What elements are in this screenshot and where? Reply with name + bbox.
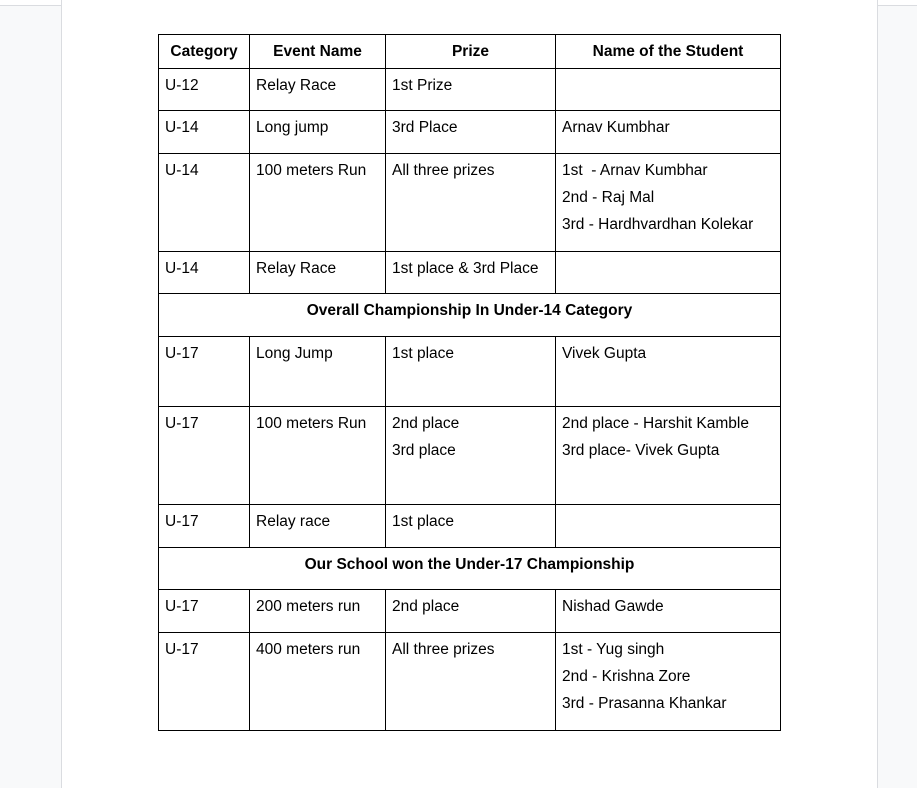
- championship-banner-u14[interactable]: Overall Championship In Under-14 Category: [159, 294, 781, 337]
- prize-line: 2nd place: [392, 415, 460, 432]
- cell-event[interactable]: 400 meters run: [250, 633, 386, 731]
- student-line: 2nd - Krishna Zore: [562, 668, 691, 685]
- cell-students[interactable]: [556, 633, 781, 731]
- cell-students[interactable]: [556, 505, 781, 548]
- cell-prize[interactable]: [386, 633, 556, 731]
- cell-prize[interactable]: [386, 337, 556, 407]
- cell-event[interactable]: 200 meters run: [250, 590, 386, 633]
- cell-students[interactable]: [556, 590, 781, 633]
- cell-category[interactable]: U-17: [159, 505, 250, 548]
- cell-students[interactable]: [556, 252, 781, 294]
- cell-prize[interactable]: [386, 590, 556, 633]
- prize-line: 3rd Place: [392, 119, 458, 136]
- cell-event[interactable]: Relay race: [250, 505, 386, 548]
- cell-students[interactable]: [556, 111, 781, 154]
- cell-students[interactable]: [556, 337, 781, 407]
- cell-category[interactable]: U-17: [159, 633, 250, 731]
- header-prize: Prize: [386, 35, 556, 69]
- student-line: 3rd - Prasanna Khankar: [562, 695, 727, 712]
- cell-prize[interactable]: [386, 154, 556, 252]
- student-line: 1st - Yug singh: [562, 641, 665, 658]
- prize-line: 1st place & 3rd Place: [392, 260, 539, 277]
- student-line: Arnav Kumbhar: [562, 119, 670, 136]
- prize-line: 1st Prize: [392, 77, 453, 94]
- student-line: Vivek Gupta: [562, 345, 647, 362]
- cell-prize[interactable]: [386, 252, 556, 294]
- cell-prize[interactable]: [386, 111, 556, 154]
- cell-event[interactable]: Long Jump: [250, 337, 386, 407]
- cell-event[interactable]: Long jump: [250, 111, 386, 154]
- cell-category[interactable]: U-17: [159, 337, 250, 407]
- header-category: Category: [159, 35, 250, 69]
- student-line: 2nd - Raj Mal: [562, 189, 655, 206]
- table-row: [159, 69, 781, 111]
- cell-prize[interactable]: [386, 407, 556, 505]
- cell-students[interactable]: [556, 407, 781, 505]
- cell-category[interactable]: U-17: [159, 407, 250, 505]
- prize-line: 1st place: [392, 345, 455, 362]
- cell-event[interactable]: Relay Race: [250, 69, 386, 111]
- cell-category[interactable]: U-17: [159, 590, 250, 633]
- cell-event[interactable]: 100 meters Run: [250, 154, 386, 252]
- table-row: [159, 590, 781, 633]
- table-banner-row: [159, 548, 781, 590]
- cell-category[interactable]: U-14: [159, 252, 250, 294]
- table-row: [159, 154, 781, 252]
- cell-category[interactable]: U-14: [159, 111, 250, 154]
- header-event-name: Event Name: [250, 35, 386, 69]
- table-row: [159, 252, 781, 294]
- table-row: [159, 111, 781, 154]
- results-table: [158, 34, 781, 731]
- cell-category[interactable]: U-12: [159, 69, 250, 111]
- header-student-name: Name of the Student: [556, 35, 781, 69]
- cell-students[interactable]: [556, 69, 781, 111]
- cell-students[interactable]: [556, 154, 781, 252]
- table-row: [159, 337, 781, 407]
- student-line: 2nd place - Harshit Kamble: [562, 415, 749, 432]
- cell-event[interactable]: Relay Race: [250, 252, 386, 294]
- prize-line: 2nd place: [392, 598, 460, 615]
- student-line: 3rd - Hardhvardhan Kolekar: [562, 216, 754, 233]
- prize-line: All three prizes: [392, 162, 495, 179]
- table-row: [159, 633, 781, 731]
- championship-banner-u17[interactable]: Our School won the Under-17 Championship: [159, 548, 781, 590]
- student-line: Nishad Gawde: [562, 598, 664, 615]
- prize-line: 3rd place: [392, 442, 456, 459]
- table-row: [159, 505, 781, 548]
- cell-prize[interactable]: [386, 69, 556, 111]
- table-row: [159, 407, 781, 505]
- table-banner-row: [159, 294, 781, 337]
- table-header-row: [159, 35, 781, 69]
- cell-category[interactable]: U-14: [159, 154, 250, 252]
- student-line: 3rd place- Vivek Gupta: [562, 442, 720, 459]
- student-line: 1st - Arnav Kumbhar: [562, 162, 708, 179]
- cell-event[interactable]: 100 meters Run: [250, 407, 386, 505]
- cell-prize[interactable]: [386, 505, 556, 548]
- prize-line: All three prizes: [392, 641, 495, 658]
- prize-line: 1st place: [392, 513, 455, 530]
